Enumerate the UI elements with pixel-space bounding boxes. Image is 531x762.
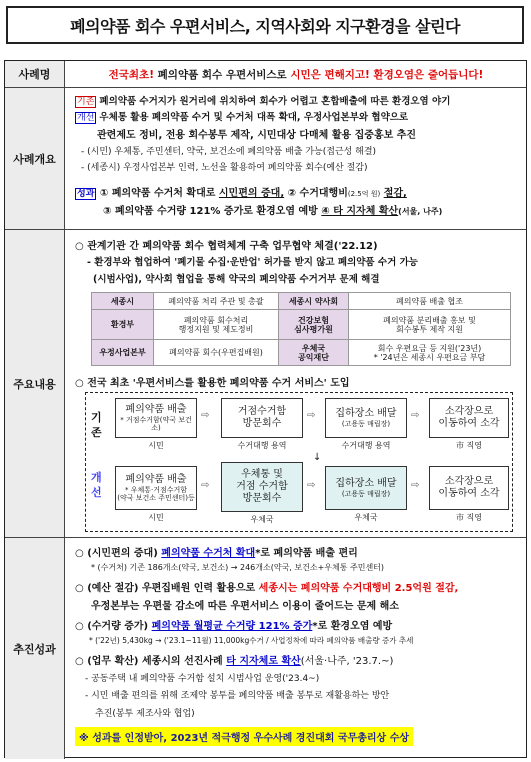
q1a: ○ (시민편의 증대) (75, 548, 158, 559)
arrow-down-icon: ↓ (313, 452, 322, 463)
main-p1b: (시범사업), 약사회 협업을 통해 약국의 폐의약품 수거거부 문제 해결 (93, 274, 380, 285)
tag-improve: 개선 (77, 113, 95, 123)
b3-sub: (고용동 매립장) (341, 420, 391, 428)
a4-cap: 市 직영 (456, 513, 482, 522)
performance-content (69, 538, 523, 759)
b1-cap: 시민 (148, 441, 164, 450)
case-t1: 전국최초! (108, 68, 154, 81)
a2-cap: 우체국 (250, 515, 274, 524)
b3-text: 집하장소 배달 (335, 408, 397, 419)
arrow-right-icon: ⇨ (411, 410, 420, 421)
label-after: 개선 (91, 471, 102, 499)
org-cell: 건강보험 심사평가원 (279, 310, 349, 340)
award-banner: ※ 성과를 인정받아, 2023년 적극행정 우수사례 경진대회 국무총리상 수상 (75, 727, 413, 746)
q4e: - 시민 배출 편의를 위해 조제약 봉투를 폐의약품 배출 봉투로 재활용하는 방안 (85, 691, 390, 701)
result1c: ② 수거대행비 (287, 188, 348, 199)
after-step4: 소각장으로 이동하여 소각 (429, 466, 509, 510)
main-p1: ○ 관계기관 간 폐의약품 회수 협력체계 구축 업무협약 체결('22.12) (75, 241, 378, 252)
main-content (69, 230, 523, 537)
tag-before: 기존 (77, 97, 95, 107)
org-cell: 폐의약품 회수처리 행정지원 및 제도정비 (154, 310, 279, 340)
q4a: ○ (업무 확산) 세종시의 선진사례 (75, 656, 223, 667)
case-name (69, 61, 523, 87)
row-overview (5, 88, 526, 230)
main-p2: ○ 전국 최초 '우편서비스를 활용한 폐의약품 수거 서비스' 도입 (75, 378, 350, 389)
q3-note: * ('22년) 5,430kg → ('23.1~11월) 11,000kg수거 / 사업정착에 따라 폐의약품 배출량 증가 추세 (89, 636, 414, 645)
row-performance (5, 538, 526, 759)
case-t3: 시민은 (290, 68, 321, 81)
arrow-right-icon: ⇨ (201, 410, 210, 421)
a1-sub: * 우체통·거점수거함 (약국 보건소 주민센터)등 (117, 486, 195, 502)
label-before: 기존 (91, 411, 102, 439)
overview-improve1: 우체통 활용 폐의약품 수거 및 수거처 대폭 확대, 우정사업본부와 협약으로 (99, 112, 409, 123)
org-cell: 우체국 공익재단 (279, 340, 349, 366)
a1-text: 폐의약품 배출 (125, 474, 187, 485)
org-cell: 폐의약품 배출 협조 (349, 293, 511, 310)
tag-result: 성과 (77, 189, 95, 199)
result2c: (서울, 나주) (398, 207, 443, 216)
case-table (4, 60, 527, 758)
case-t6: 줄어듭니다! (427, 68, 484, 81)
org-cell: 폐의약품 분리배출 홍보 및 회수봉투 제작 지원 (349, 310, 511, 340)
overview-improve4: - (세종시) 우정사업본부 인력, 노선을 활용하여 폐의약품 회수(예산 절감) (81, 163, 368, 173)
case-t2: 폐의약품 회수 우편서비스로 (157, 68, 287, 81)
after-step3 (325, 466, 407, 510)
b1-sub: * 거점수거함(약국 보건소) (120, 416, 192, 432)
arrow-right-icon: ⇨ (201, 480, 210, 491)
arrow-right-icon: ⇨ (307, 410, 316, 421)
result1e: 절감, (383, 188, 407, 199)
q4c: (서울·나주, '23.7.~) (300, 656, 394, 667)
q3a: ○ (수거량 증가) (75, 621, 149, 632)
label-case: 사례명 (5, 61, 65, 87)
label-main: 주요내용 (5, 230, 65, 537)
org-cell: 폐의약품 회수(우편집배원) (154, 340, 279, 366)
result1a: ① 폐의약품 수거처 확대로 (99, 188, 216, 199)
b1-text: 폐의약품 배출 (125, 404, 187, 415)
a1-cap: 시민 (148, 513, 164, 522)
org-cell: 세종시 (92, 293, 154, 310)
q4f: 추진(봉투 제조사와 협업) (95, 709, 195, 719)
q1b: 폐의약품 수거처 확대 (161, 548, 256, 559)
after-step1 (115, 466, 197, 510)
before-step1 (115, 398, 197, 438)
a3-cap: 우체국 (354, 513, 378, 522)
case-t5: 환경오염은 (373, 68, 425, 81)
q4d: - 공동주택 내 폐의약품 수거함 설치 시범사업 운영('23.4~) (85, 674, 320, 684)
q2a: ○ (예산 절감) 우편집배원 인력 활용으로 (75, 583, 256, 594)
row-main (5, 230, 526, 538)
overview-improve3: - (시민) 우체통, 주민센터, 약국, 보건소에 폐의약품 배출 가능(접근성 해결) (81, 147, 377, 157)
after-step2: 우체통 및 거점 수거함 방문회수 (221, 462, 303, 512)
before-step4: 소각장으로 이동하여 소각 (429, 398, 509, 438)
q3b: 폐의약품 월평균 수거량 121% 증가 (151, 621, 313, 632)
b3-cap: 수거대행 용역 (341, 441, 391, 450)
org-cell: 세종시 약사회 (279, 293, 349, 310)
q2b: 세종시는 폐의약품 수거대행비 2.5억원 절감, (258, 583, 459, 594)
q1-note: * (수거처) 기존 186개소(약국, 보건소) → 246개소(약국, 보건소+우체통 주민센터) (91, 563, 385, 572)
overview-content (69, 88, 523, 229)
org-cell: 우정사업본부 (92, 340, 154, 366)
overview-before: 폐의약품 수거지가 원거리에 위치하여 회수가 어렵고 혼합배출에 따른 환경오염 야기 (99, 96, 451, 107)
a3-text: 집하장소 배달 (335, 478, 397, 489)
main-p1a: - 환경부와 협업하여 '폐기물 수집·운반업' 허가를 받지 않고 폐의약품 수거 가능 (87, 257, 418, 268)
q3c: *로 환경오염 예방 (312, 621, 393, 632)
row-case (5, 61, 526, 88)
label-overview: 사례개요 (5, 88, 65, 229)
b4-cap: 市 직영 (456, 441, 482, 450)
label-performance: 추진성과 (5, 538, 65, 759)
org-cell: 회수 우편요금 등 지원('23년) * '24년은 세종시 우편요금 부담 (349, 340, 511, 366)
org-cell: 폐의약품 처리 주관 및 총괄 (154, 293, 279, 310)
overview-improve2: 관련제도 정비, 전용 회수봉투 제작, 시민대상 다매체 활용 집중홍보 추진 (97, 130, 417, 141)
a3-sub: (고용동 매립장) (341, 490, 391, 498)
before-step3 (325, 398, 407, 438)
q1c: *로 폐의약품 배출 편리 (255, 548, 358, 559)
before-step2: 거점수거함 방문회수 (221, 398, 303, 438)
arrow-right-icon: ⇨ (307, 480, 316, 491)
org-cell: 환경부 (92, 310, 154, 340)
q4b: 타 지자체로 확산 (226, 656, 301, 667)
q2c: 우정본부는 우편물 감소에 따른 우편서비스 이용이 줄어드는 문제 해소 (91, 601, 399, 612)
arrow-right-icon: ⇨ (411, 480, 420, 491)
result1d: (2.5억 원) (347, 190, 381, 198)
result1b: 시민편의 증대, (218, 188, 285, 199)
org-table (91, 292, 511, 366)
case-t4: 편해지고! (324, 68, 370, 81)
b2-cap: 수거대행 용역 (237, 441, 287, 450)
result2a: ③ 폐의약품 수거량 121% 증가로 환경오염 예방 (103, 206, 318, 217)
result2b: ④ 타 지자체 확산 (321, 206, 399, 217)
page-title: 폐의약품 회수 우편서비스, 지역사회와 지구환경을 살린다 (6, 6, 524, 44)
